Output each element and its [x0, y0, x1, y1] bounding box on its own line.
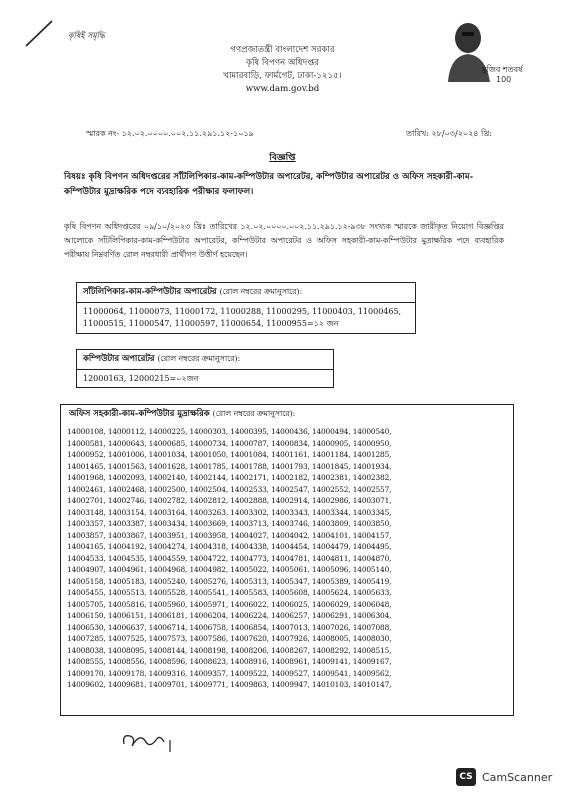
address-line: খামারবাড়ি, ফার্মগেট, ঢাকা-১২১৫। — [223, 71, 342, 81]
office-assistant-result-box — [60, 404, 514, 716]
roll-line: 14000952, 14001006, 14001034, 14001050, 14001084, 14001161, 14001184, 14001285, — [67, 450, 392, 459]
roll-list — [77, 303, 415, 332]
roll-line: 14000581, 14000643, 14000685, 14000734, 14000787, 14000834, 14000905, 14000950, — [67, 438, 392, 448]
roll-line: 14004907, 14004961, 14004968, 14004982, 14005022, 14005061, 14005096, 14005140, — [67, 565, 392, 574]
roll-line: 14008038, 14008095, 14008144, 14008198, 14008206, 14008267, 14008292, 14008515, — [67, 645, 392, 655]
roll-line: 14007285, 14007525, 14007573, 14007586, 14007620, 14007926, 14008005, 14008030, — [67, 634, 392, 643]
roll-line: 14005158, 14005183, 14005240, 14005276, 14005313, 14005347, 14005389, 14005419, — [67, 576, 392, 586]
roll-line: 14003857, 14003867, 14003951, 14003958, 14004027, 14004042, 14004101, 14004157, — [67, 530, 392, 540]
roll-line: 14003148, 14003154, 14003164, 14003263, 14003302, 14003343, 14003344, 14003345, — [67, 507, 392, 517]
roll-line: 11000515, 11000547, 11000597, 11000654, 11000955=১২ জন — [83, 318, 339, 328]
logo-text: মুজিব শতবর্ষ — [482, 65, 523, 74]
section-note: (রোল নম্বরের ক্রমানুসারে): — [212, 409, 296, 418]
notice-title: বিজ্ঞপ্তি — [269, 153, 296, 163]
roll-line: 11000064, 11000073, 11000172, 11000288, 11000295, 11000403, 11000465, — [83, 307, 402, 316]
roll-line: 14001465, 14001563, 14001628, 14001785, 14001788, 14001793, 14001845, 14001934, — [67, 461, 392, 471]
notice-subject: বিষয়ঃ কৃষি বিপণন অধিদপ্তরের সাঁটলিপিকার-কাম-কম্পিউটার অপারেটর, কম্পিউটার অপারেটর ও অফিস সহকারী-কাম-কম্পিউটার মুদ্রাক্ষরিক পদে ব্যবহারিক পরীক্ষার ফলাফল। — [64, 172, 474, 197]
roll-line: 14009602, 14009681, 14009701, 14009771, 14009863, 14009947, 14010103, 14010147, — [67, 680, 392, 689]
signature — [118, 722, 188, 758]
section-title: সাঁটলিপিকার-কাম-কম্পিউটার অপারেটর — [83, 286, 217, 296]
roll-list — [61, 424, 513, 691]
computer-operator-result-box — [76, 349, 334, 388]
roll-line: 14004165, 14004192, 14004274, 14004318, 14004338, 14004454, 14004479, 14004495, — [67, 542, 392, 551]
section-note: (রোল নম্বরের ক্রমানুসারে): — [219, 287, 303, 296]
roll-line: 14005705, 14005816, 14005960, 14005971, 14006022, 14006025, 14006029, 14006048, — [67, 599, 392, 609]
notice-body: কৃষি বিপণন অধিদপ্তরের ০৯/১০/২০২৩ খ্রিঃ তারিখের ১২.০২.০০০০.০০২.১১.২৯১.১২-৯৩৮ সংখ্যক স্মারকে জারীকৃত নিয়োগ বিজ্ঞপ্তির আলোকে সাঁটলিপিকার-কাম-কম্পিউটার অপারেটর, কম্পিউটার অপারেটর ও অফিস সহকারী-কাম-কম্পিউটার মুদ্রাক্ষরিক পদে ব্যবহারিক পরীক্ষায় নিম্নবর্ণিত রোল নম্বরধারী প্রার্থীগণ উত্তীর্ণ হয়েছেন। — [64, 222, 504, 259]
roll-line: 14002701, 14002746, 14002782, 14002812, 14002888, 14002914, 14002986, 14003071, — [67, 496, 392, 505]
camscanner-logo-icon: CS — [456, 768, 476, 786]
camscanner-watermark — [456, 768, 552, 786]
section-heading — [77, 283, 415, 303]
mujib-centenary-logo — [438, 16, 523, 86]
roll-line: 14006530, 14006637, 14006714, 14006758, 14006854, 14007013, 14007026, 14007088, — [67, 622, 392, 632]
roll-line: 14000108, 14000112, 14000225, 14000303, 14000395, 14000436, 14000494, 14000540, — [67, 427, 392, 436]
roll-line: 14001968, 14002093, 14002140, 14002144, 14002171, 14002182, 14002381, 14002382, — [67, 473, 392, 482]
section-title: কম্পিউটার অপারেটর — [83, 353, 155, 363]
roll-list — [77, 370, 333, 388]
memo-number: স্মারক নং- ১২.০২.০০০০.০০২.১১.২৯১.১২-১০১৯ — [86, 129, 254, 138]
roll-line: 14002461, 14002468, 14002500, 14002504, 14002533, 14002547, 14002552, 14002557, — [67, 484, 392, 494]
section-note: (রোল নম্বরের ক্রমানুসারে): — [157, 354, 241, 363]
slogan: কৃষিই সমৃদ্ধি — [68, 31, 105, 40]
roll-line: 14006150, 14006151, 14006181, 14006204, 14006224, 14006257, 14006291, 14006304, — [67, 611, 392, 620]
roll-line: 14003357, 14003387, 14003434, 14003669, 14003713, 14003746, 14003809, 14003850, — [67, 519, 392, 528]
logo-number: 100 — [496, 75, 512, 84]
stenographer-result-box — [76, 282, 416, 334]
roll-line: 12000163, 12000215=০২জন — [83, 374, 199, 383]
department-name: কৃষি বিপণন অধিদপ্তর — [245, 58, 320, 68]
section-title: অফিস সহকারী-কাম-কম্পিউটার মুদ্রাক্ষরিক — [69, 408, 210, 418]
section-heading — [77, 350, 333, 370]
notice-date: তারিখ: ২৮/০৩/২০২৪ খ্রি: — [406, 129, 492, 138]
roll-line: 14005455, 14005513, 14005528, 14005541, 14005583, 14005608, 14005624, 14005633, — [67, 588, 392, 597]
roll-line: 14009170, 14009178, 14009316, 14009357, 14009522, 14009527, 14009541, 14009562, — [67, 668, 392, 678]
website-line: www.dam.gov.bd — [245, 84, 320, 94]
roll-line: 14008555, 14008556, 14008596, 14008623, 14008916, 14008961, 14009141, 14009167, — [67, 657, 392, 666]
roll-line: 14004533, 14004535, 14004559, 14004722, 14004773, 14004781, 14004811, 14004870, — [67, 553, 392, 563]
government-line: গণপ্রজাতন্ত্রী বাংলাদেশ সরকার — [230, 45, 335, 55]
camscanner-label: CamScanner — [482, 770, 553, 784]
section-heading — [61, 405, 513, 424]
